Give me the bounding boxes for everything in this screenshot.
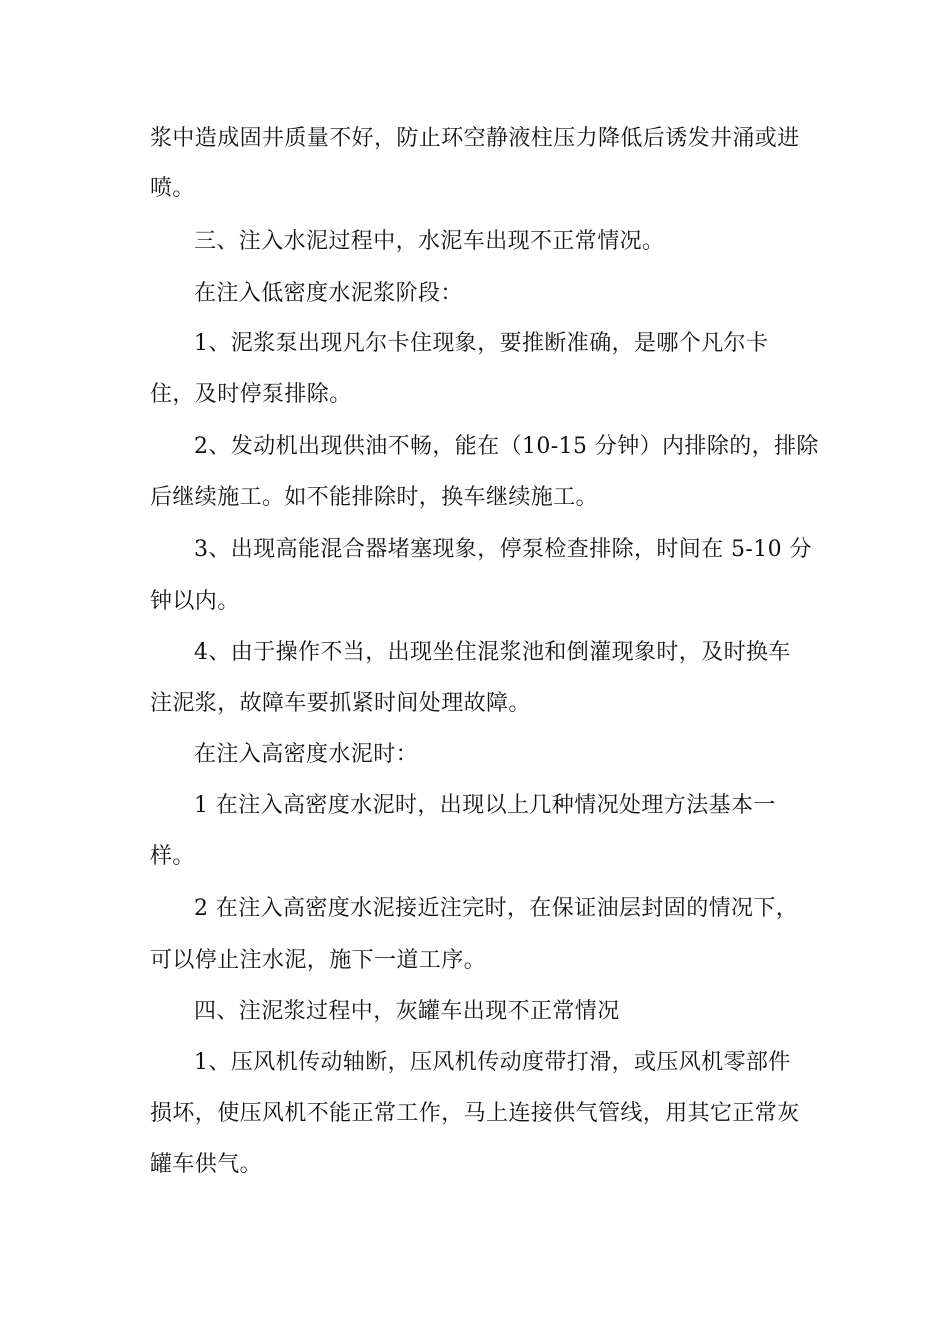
subsection-heading: 在注入低密度水泥浆阶段： xyxy=(194,281,463,306)
paragraph-line: 2 在注入高密度水泥接近注完时，在保证油层封固的情况下， xyxy=(194,896,799,921)
paragraph-line: 损坏，使压风机不能正常工作，马上连接供气管线，用其它正常灰 xyxy=(150,1101,800,1126)
section-heading: 三、注入水泥过程中，水泥车出现不正常情况。 xyxy=(194,229,665,254)
paragraph-line: 2、发动机出现供油不畅，能在（10-15 分钟）内排除的，排除 xyxy=(194,434,819,459)
paragraph-line: 喷。 xyxy=(150,176,195,201)
paragraph-line: 浆中造成固井质量不好，防止环空静液柱压力降低后诱发井涌或进 xyxy=(150,126,800,151)
paragraph-line: 1、压风机传动轴断，压风机传动度带打滑，或压风机零部件 xyxy=(194,1050,791,1075)
paragraph-line: 1 在注入高密度水泥时，出现以上几种情况处理方法基本一 xyxy=(194,793,776,818)
paragraph-line: 3、出现高能混合器堵塞现象，停泵检查排除，时间在 5-10 分 xyxy=(194,537,812,562)
paragraph-line: 住，及时停泵排除。 xyxy=(150,382,352,407)
subsection-heading: 在注入高密度水泥时： xyxy=(194,742,419,767)
paragraph-line: 1、泥浆泵出现凡尔卡住现象，要推断准确，是哪个凡尔卡 xyxy=(194,331,769,356)
paragraph-line: 样。 xyxy=(150,844,195,869)
paragraph-line: 4、由于操作不当，出现坐住混浆池和倒灌现象时，及时换车 xyxy=(194,640,791,665)
paragraph-line: 罐车供气。 xyxy=(150,1152,263,1177)
paragraph-line: 后继续施工。如不能排除时，换车继续施工。 xyxy=(150,485,599,510)
paragraph-line: 可以停止注水泥，施下一道工序。 xyxy=(150,948,487,973)
paragraph-line: 注泥浆，故障车要抓紧时间处理故障。 xyxy=(150,691,531,716)
paragraph-line: 钟以内。 xyxy=(150,589,240,614)
section-heading: 四、注泥浆过程中，灰罐车出现不正常情况 xyxy=(194,999,620,1024)
